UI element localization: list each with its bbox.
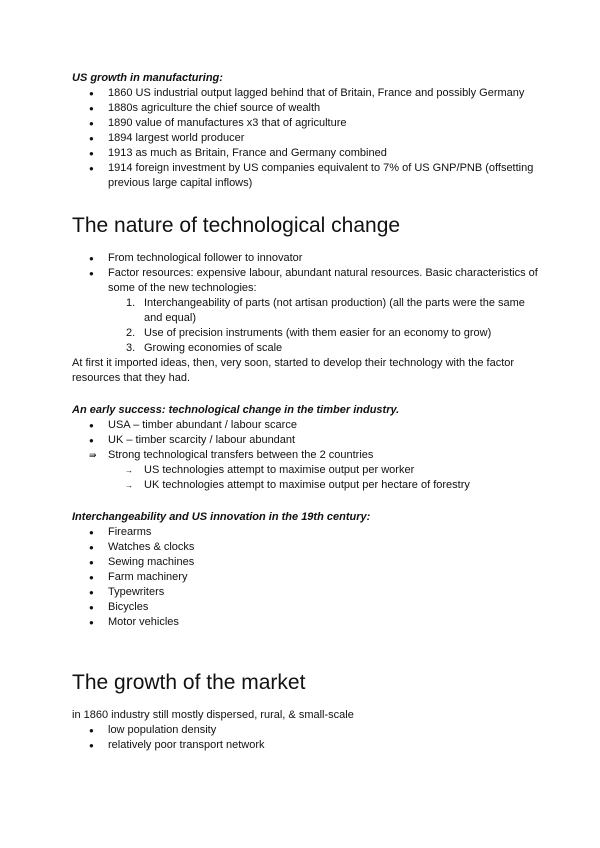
list-item: ● From technological follower to innovator [89, 252, 303, 264]
bullet-icon: ● [89, 89, 94, 98]
bullet-icon: ● [89, 726, 94, 735]
sub-list-item: → US technologies attempt to maximise output per worker [125, 464, 415, 476]
list-item: ● Firearms [89, 526, 152, 538]
market-list [72, 723, 542, 753]
list-item: ● 1914 foreign investment by US companies equivalent to 7% of US GNP/PNB (offsetting previous large capital inflows) [89, 162, 534, 189]
list-item: ● UK – timber scarcity / labour abundant [89, 434, 296, 446]
bullet-icon: ● [89, 543, 94, 552]
bullet-icon: ● [89, 588, 94, 597]
tech-characteristics-list [72, 296, 542, 356]
document-content [72, 70, 542, 753]
section-heading-us-growth: US growth in manufacturing: [72, 72, 223, 84]
numbered-item: 1. Interchangeability of parts (not artisan production) (all the parts were the same and equal) [126, 297, 525, 324]
timber-list [72, 418, 542, 493]
arrow-icon: → [125, 466, 133, 475]
market-paragraph: in 1860 industry still mostly dispersed, rural, & small-scale [72, 709, 354, 721]
bullet-icon: ● [89, 269, 94, 278]
list-item: ● 1890 value of manufactures x3 that of agriculture [89, 117, 347, 129]
numbered-item: 3. Growing economies of scale [126, 342, 283, 354]
list-item: ⇛ Strong technological transfers between the 2 countries [89, 449, 374, 461]
section-title-market-growth: The growth of the market [72, 671, 306, 694]
list-item: ● 1894 largest world producer [89, 132, 245, 144]
section-heading-timber: An early success: technological change in the timber industry. [72, 404, 400, 416]
tech-change-list [72, 251, 542, 296]
tech-change-paragraph: At first it imported ideas, then, very soon, started to develop their technology with the factor resources that they had. [72, 357, 515, 384]
list-item: ● USA – timber abundant / labour scarce [89, 419, 297, 431]
section-title-technological-change: The nature of technological change [72, 214, 401, 237]
bullet-icon: ● [89, 134, 94, 143]
list-item: ● Sewing machines [89, 556, 195, 568]
bullet-icon: ● [89, 421, 94, 430]
list-item: ● Bicycles [89, 601, 149, 613]
list-item: ● Factor resources: expensive labour, abundant natural resources. Basic characteristics of some of the new technologies: [89, 267, 538, 294]
bullet-icon: ● [89, 573, 94, 582]
bullet-icon: ● [89, 164, 94, 173]
bullet-icon: ● [89, 254, 94, 263]
list-item: ● relatively poor transport network [89, 739, 265, 751]
bullet-icon: ● [89, 528, 94, 537]
sub-list-item: → UK technologies attempt to maximise output per hectare of forestry [125, 479, 470, 491]
list-item: ● 1913 as much as Britain, France and Germany combined [89, 147, 387, 159]
list-item: ● Watches & clocks [89, 541, 195, 553]
list-item: ● Farm machinery [89, 571, 188, 583]
list-item: ● low population density [89, 724, 217, 736]
bullet-icon: ● [89, 104, 94, 113]
bullet-icon: ● [89, 741, 94, 750]
list-item: ● Typewriters [89, 586, 165, 598]
bullet-icon: ● [89, 149, 94, 158]
numbered-item: 2. Use of precision instruments (with them easier for an economy to grow) [126, 327, 492, 339]
arrow-icon: → [125, 481, 133, 490]
list-item: ● 1880s agriculture the chief source of wealth [89, 102, 321, 114]
bullet-icon: ● [89, 119, 94, 128]
us-growth-list [72, 86, 542, 191]
bullet-icon: ● [89, 603, 94, 612]
bullet-icon: ● [89, 618, 94, 627]
bullet-icon: ● [89, 436, 94, 445]
list-item: ● Motor vehicles [89, 616, 179, 628]
innovation-list [72, 525, 542, 630]
arrow-bullet-icon: ⇛ [89, 450, 97, 460]
section-heading-interchangeability: Interchangeability and US innovation in the 19th century: [72, 511, 371, 523]
bullet-icon: ● [89, 558, 94, 567]
list-item: ● 1860 US industrial output lagged behind that of Britain, France and possibly Germany [89, 87, 525, 99]
